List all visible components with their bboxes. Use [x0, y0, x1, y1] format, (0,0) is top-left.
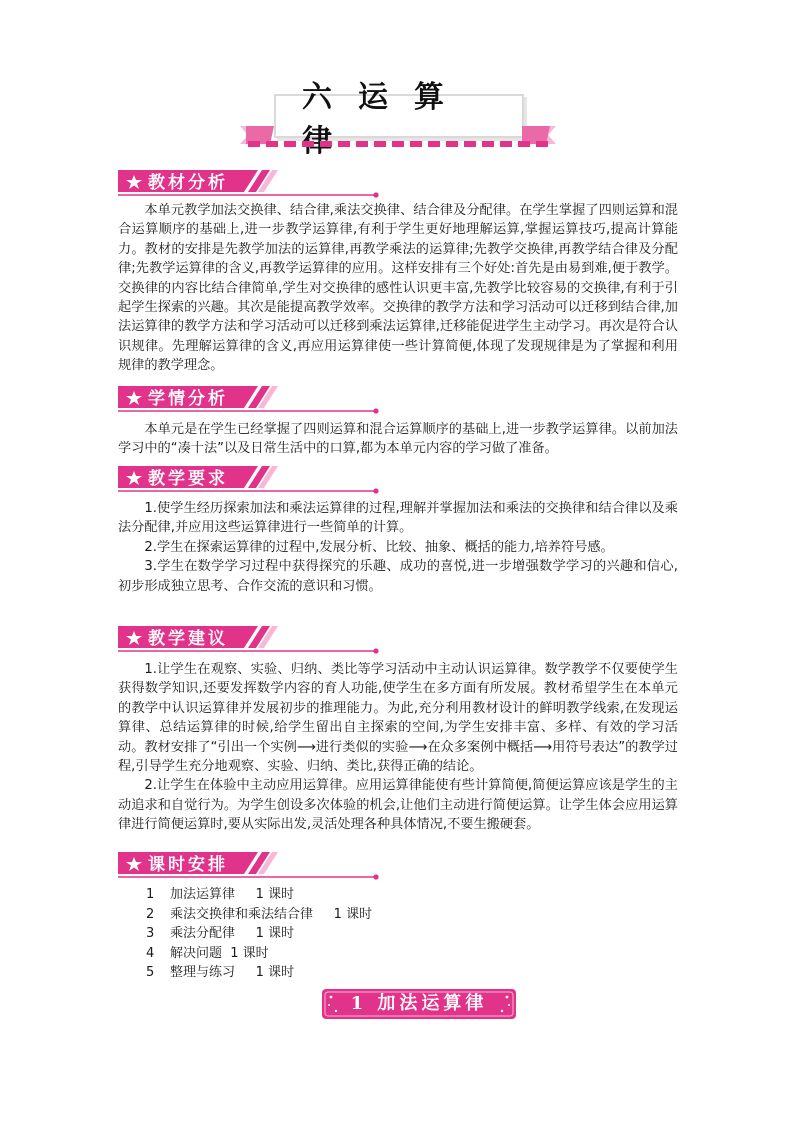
paragraph: 2.让学生在体验中主动应用运算律。应用运算律能使有些计算简便,简便运算应该是学生的主动追求和自觉行为。为学生创设多次体验的机会,让他们主动进行简便运算。让学生体会应用运算律进行简便运算时,要从实际出发,灵活处理各种具体情况,不要生搬硬套。 [118, 778, 678, 833]
section-title: 教学建议 [148, 629, 228, 649]
paragraph: 本单元教学加法交换律、结合律,乘法交换律、结合律及分配律。在学生掌握了四则运算和混合运算顺序的基础上,进一步教学运算律,有利于学生更好地理解运算,掌握运算技巧,提高计算能力。教材的安排是先教学加法的运算律,再教学乘法的运算律;先教学交换律,再教学结合律及分配律;先教学运算律的含义,再教学运算律的应用。这样安排有三个好处:首先是由易到难,便于教学。交换律的内容比结合律简单,学生对交换律的感性认识更丰富,先教学比较容易的交换律,有利于引起学生探索的兴趣。其次是能提高教学效率。交换律的教学方法和学习活动可以迁移到结合律,加法运算律的教学方法和学习活动可以迁移到乘法运算律,迁移能促进学生主动学习。再次是符合认识规律。先理解运算律的含义,再应用运算律使一些计算简便,体现了发现规律是为了掌握和利用规律的教学理念。 [118, 203, 678, 374]
list-item: 3 乘法分配律 1 课时 [146, 926, 295, 942]
section-underline [118, 488, 380, 494]
page-title-box [274, 80, 524, 138]
title-dash-line [248, 140, 548, 148]
section-header-schedule [118, 852, 388, 878]
section-underline [118, 648, 380, 654]
section-header-textbook [118, 170, 388, 196]
star-icon [126, 175, 142, 189]
section-underline [118, 408, 380, 414]
section-underline [118, 192, 380, 198]
section-underline [118, 874, 380, 880]
schedule-list [146, 885, 546, 983]
list-item: 4 解决问题 1 课时 [146, 945, 269, 961]
lesson-banner [322, 989, 516, 1019]
page-title: 六运算 [302, 80, 470, 115]
banner-title: 1 加法运算律 [350, 993, 488, 1014]
paragraph: 1.让学生在观察、实验、归纳、类比等学习活动中主动认识运算律。数学教学不仅要使学生获得数学知识,还要发挥数学内容的育人功能,使学生在多方面有所发展。教材希望学生在本单元的教学中认识运算律并发展初步的推理能力。为此,充分利用教材设计的鲜明教学线索,在发现运算律、总结运算律的时候,给学生留出自主探索的空间,为学生安排丰富、多样、有效的学习活动。教材安排了“引出一个实例⟶进行类似的实验⟶在众多案例中概括⟶用符号表达”的教学过程,引导学生充分地观察、实验、归纳、类比,获得正确的结论。 [118, 662, 678, 775]
section-header-students [118, 386, 388, 412]
page-title-block [230, 80, 560, 156]
star-icon [126, 857, 142, 871]
section-title: 教材分析 [148, 173, 228, 193]
section-body-textbook [118, 201, 678, 376]
paragraph: 3.学生在数学学习过程中获得探究的乐趣、成功的喜悦,进一步增强数学学习的兴趣和信心,初步形成独立思考、合作交流的意识和习惯。 [118, 559, 678, 594]
section-body-requirements [118, 499, 678, 596]
section-body-students [118, 420, 678, 459]
star-icon [126, 471, 142, 485]
list-item: 1 加法运算律 1 课时 [146, 887, 295, 902]
section-header-requirements [118, 466, 388, 492]
section-title: 学情分析 [148, 389, 228, 409]
section-body-suggestions [118, 660, 678, 835]
paragraph: 本单元是在学生已经掌握了四则运算和混合运算顺序的基础上,进一步教学运算律。以前加法学习中的“凑十法”以及日常生活中的口算,都为本单元内容的学习做了准备。 [118, 422, 678, 457]
section-title: 教学要求 [148, 469, 228, 489]
section-header-suggestions [118, 626, 388, 652]
star-icon [126, 391, 142, 405]
list-item: 5 整理与练习 1 课时 [146, 965, 295, 981]
section-title: 课时安排 [148, 855, 228, 875]
list-item: 2 乘法交换律和乘法结合律 1 课时 [146, 906, 373, 922]
star-icon [126, 631, 142, 645]
paragraph: 2.学生在探索运算律的过程中,发展分析、比较、抽象、概括的能力,培养符号感。 [144, 539, 614, 555]
paragraph: 1.使学生经历探索加法和乘法运算律的过程,理解并掌握加法和乘法的交换律和结合律以及乘法分配律,并应用这些运算律进行一些简单的计算。 [118, 501, 678, 536]
